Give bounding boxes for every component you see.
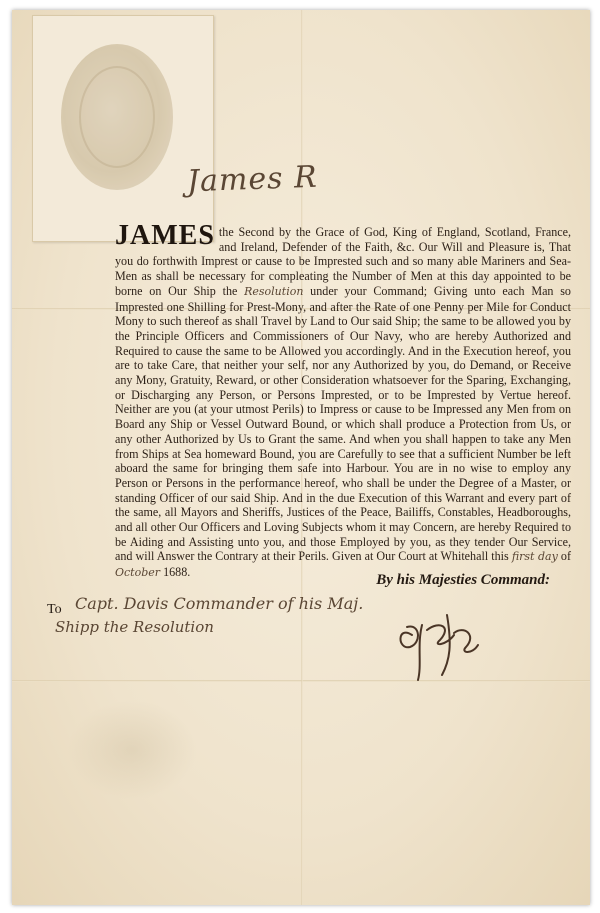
date-month: October <box>115 566 161 580</box>
seal-paper <box>32 15 214 242</box>
to-label: To <box>47 602 62 617</box>
ship-name: Resolution <box>244 284 304 298</box>
addressee-line-1: Capt. Davis Commander of his Maj. <box>75 594 364 613</box>
of-word: of <box>560 549 571 564</box>
dropcap: JAMES <box>115 220 215 251</box>
faded-seal <box>67 700 197 800</box>
addressee-line-2: Shipp the Resolution <box>55 618 214 636</box>
warrant-opening: the Second by the Grace of God, King of England, Scotland, France, and Ireland, Defender of the Faith, &c. Our Will and Pleasure is, That you do forthwith Imprest or cause to be Imprested such and so many able Mariners and Sea-Men as shall be necessary for compleating the Number of Men at this day appointed to be borne on Our Ship the <box>115 225 571 298</box>
warrant-body: under your Command; Giving unto each Man so Imprested one Shilling for Prest-Mony, and after the Rate of one Penny per Mile for Conduct Mony to such thereof as shall Travel by Land to Our said Ship; the same to be allowed you by the Principle Officers and Commissioners of Our Navy, who are hereby Authorized and Required to cause the same to be Allowed you accordingly. And in the Execution hereof, you are to take Care, that neither your self, nor any Authorized by you, do Demand, or Receive any Mony, Gratuity, Reward, or other Consideration whatsoever for the Sparing, Exchanging, or Discharging any Person, or Persons Imprested, or to be Imprested by Vertue hereof. Neither are you (at your utmost Perils) to Impress or cause to be Impressed any Men from on Board any Ship or Vessel Outward Bound, or which shall produce a Protection from Us, or any other Authorized by Us to Grant the same. And when you shall happen to take any Men from Ships at Sea homeward Bound, you are Carefully to see that a sufficient Number be left aboard the same for bringing them safe into Harbour. You are in no wise to employ any Person or Persons in the performance hereof, who shall be under the Degree of a Master, or standing Officer of our said Ship. And in the due Execution of this Warrant and every part of the same, all Mayors and Sheriffs, Justices of the Peace, Bailiffs, Constables, Headboroughs, and all other Our Officers and Loving Subjects whom it may Concern, are hereby Required to be Aiding and Assisting unto you, and those Employed by you, as they tender Our Service, and will Answer the Contrary at their Perils. Given at Our Court at Whitehall this <box>115 283 571 564</box>
warrant-text <box>115 220 571 581</box>
date-day: first day <box>511 550 558 564</box>
command-line: By his Majesties Command: <box>376 572 550 588</box>
embossed-seal <box>61 44 173 190</box>
date-year: 1688. <box>163 565 191 580</box>
secretary-signature <box>392 605 482 685</box>
royal-signature: James R <box>186 159 319 200</box>
document-sheet <box>12 10 590 905</box>
